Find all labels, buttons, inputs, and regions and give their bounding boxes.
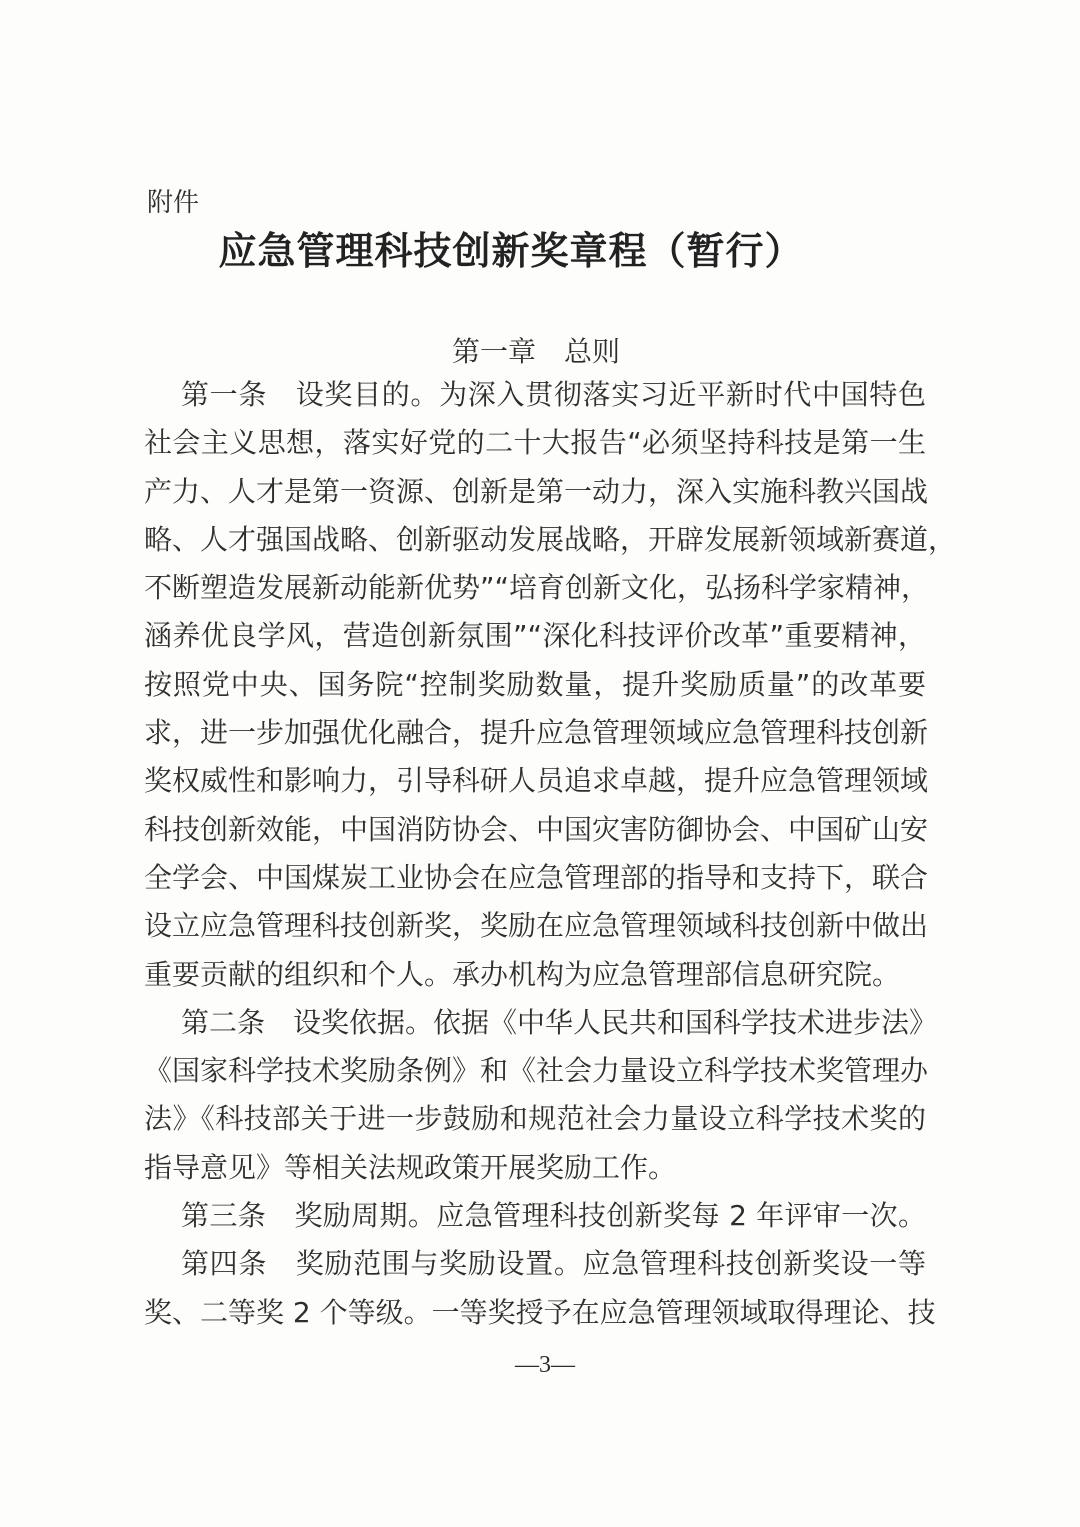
text-line: 《国家科学技术奖励条例》和《社会力量设立科学技术奖管理办 — [144, 1054, 929, 1088]
text-line: 法》《科技部关于进一步鼓励和规范社会力量设立科学技术奖的 — [144, 1102, 926, 1136]
text-line: 产力、人才是第一资源、创新是第一动力，深入实施科教兴国战 — [144, 474, 929, 508]
text-line: 重要贡献的组织和个人。承办机构为应急管理部信息研究院。 — [144, 957, 901, 991]
chapter-heading: 第一章 总则 — [451, 335, 620, 368]
text-line: 第二条 设奖依据。依据《中华人民共和国科学技术进步法》 — [181, 1005, 938, 1039]
text-line: 奖、二等奖 2 个等级。一等奖授予在应急管理领域取得理论、技 — [144, 1295, 936, 1329]
text-line: 涵养优良学风，营造创新氛围”“深化科技评价改革”重要精神， — [144, 619, 926, 653]
text-line: 指导意见》等相关法规政策开展奖励工作。 — [144, 1150, 677, 1184]
text-line: 求，进一步加强优化融合，提升应急管理领域应急管理科技创新 — [144, 716, 929, 750]
text-line: 按照党中央、国务院“控制奖励数量，提升奖励质量”的改革要 — [144, 667, 926, 701]
article-4 — [144, 1240, 936, 1337]
text-line: 第四条 奖励范围与奖励设置。应急管理科技创新奖设一等 — [181, 1247, 926, 1281]
text-line: 科技创新效能，中国消防协会、中国灾害防御协会、中国矿山安 — [144, 812, 929, 846]
text-line: 不断塑造发展新动能新优势”“培育创新文化，弘扬科学家精神， — [144, 571, 930, 605]
article-1 — [144, 371, 957, 999]
document-body — [144, 371, 957, 1337]
text-line: 略、人才强国战略、创新驱动发展战略，开辟发展新领域新赛道， — [144, 522, 957, 556]
text-line: 全学会、中国煤炭工业协会在应急管理部的指导和支持下，联合 — [144, 860, 929, 894]
document-title: 应急管理科技创新奖章程（暂行） — [218, 229, 804, 273]
text-line: 社会主义思想，落实好党的二十大报告“必须坚持科技是第一生 — [144, 426, 926, 460]
article-2 — [144, 999, 938, 1192]
text-line: 第三条 奖励周期。应急管理科技创新奖每 2 年评审一次。 — [181, 1199, 926, 1233]
article-3 — [144, 1192, 926, 1240]
page-number: —3— — [515, 1352, 575, 1378]
attachment-label: 附件 — [147, 188, 200, 218]
text-line: 第一条 设奖目的。为深入贯彻落实习近平新时代中国特色 — [181, 378, 926, 411]
text-line: 奖权威性和影响力，引导科研人员追求卓越，提升应急管理领域 — [144, 764, 929, 798]
text-line: 设立应急管理科技创新奖，奖励在应急管理领域科技创新中做出 — [144, 909, 929, 943]
